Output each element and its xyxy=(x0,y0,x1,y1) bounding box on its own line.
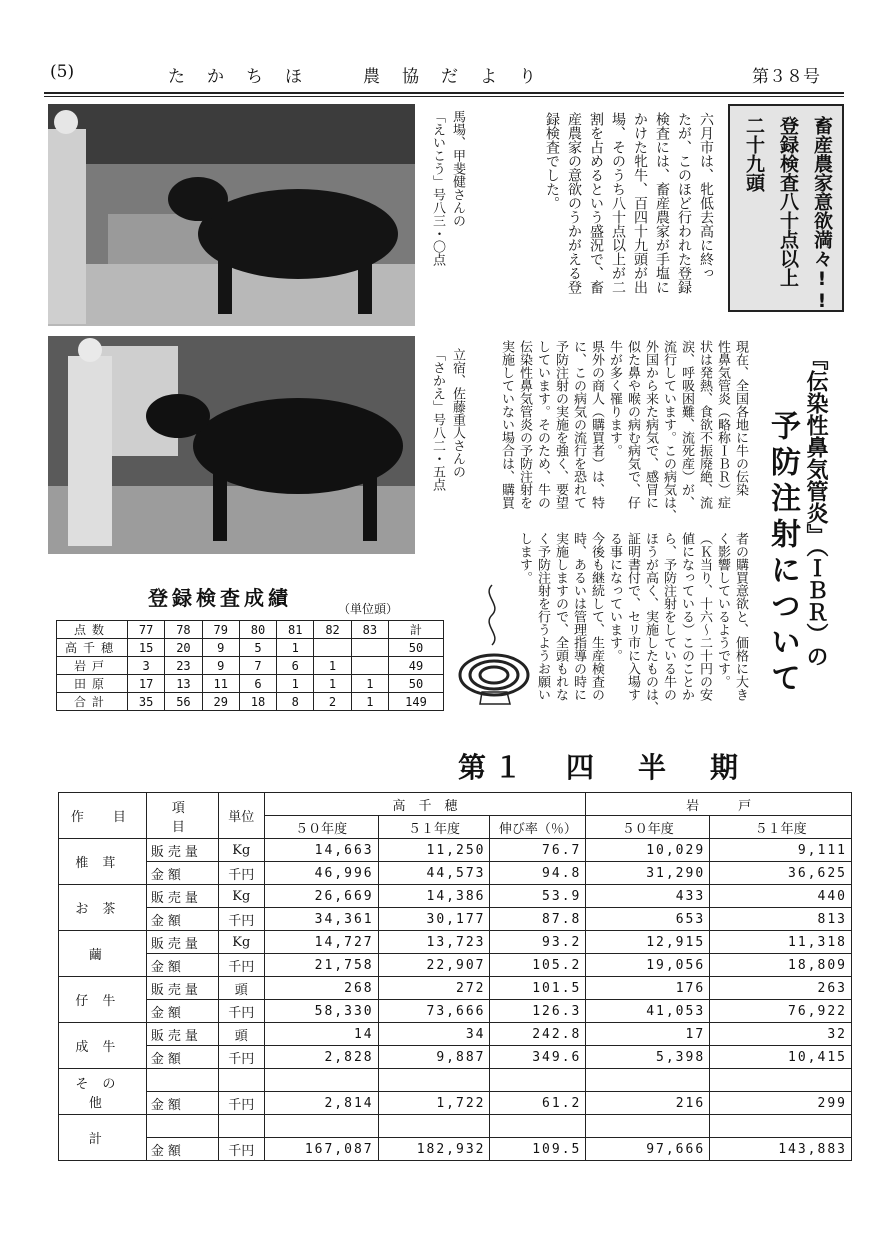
score-cell xyxy=(351,639,388,657)
article2-headline-line2: 予防注射について xyxy=(765,410,800,698)
article2-body-line: 伝染性鼻気管炎の予防注射を xyxy=(517,340,532,509)
article1-headline-line2: 登録検査八十点以上 xyxy=(777,116,799,287)
score-cell: 56 xyxy=(165,693,202,711)
score-cell: 50 xyxy=(389,675,444,693)
score-cell: 11 xyxy=(202,675,239,693)
item-label: 金額 xyxy=(146,1000,218,1023)
value-cell: 10,415 xyxy=(710,1046,852,1069)
value-cell: 14 xyxy=(264,1023,378,1046)
unit-label xyxy=(218,1069,264,1092)
value-cell: 216 xyxy=(586,1092,710,1115)
score-header-cell: 78 xyxy=(165,621,202,639)
unit-label: 頭 xyxy=(218,977,264,1000)
quarter-table-row xyxy=(59,1138,852,1161)
article2-body-line: ら、予防注射をしている牛の xyxy=(661,532,676,701)
article1-headline-line3: 二十九頭 xyxy=(743,116,765,192)
score-table-row xyxy=(57,639,444,657)
value-cell xyxy=(490,1069,586,1092)
value-cell: 2,828 xyxy=(264,1046,378,1069)
value-cell: 349.6 xyxy=(490,1046,586,1069)
quarter-table-row xyxy=(59,1000,852,1023)
score-cell: 49 xyxy=(389,657,444,675)
item-label: 販売量 xyxy=(146,1023,218,1046)
article1-body-line: 場、そのうち八十点以上が二 xyxy=(610,112,626,294)
value-cell: 101.5 xyxy=(490,977,586,1000)
quarter-table-row xyxy=(59,862,852,885)
value-cell: 12,915 xyxy=(586,931,710,954)
article1-body-line: 割を占めるという盛況で、畜 xyxy=(588,112,604,294)
item-label: 販売量 xyxy=(146,977,218,1000)
value-cell: 653 xyxy=(586,908,710,931)
score-cell: 149 xyxy=(389,693,444,711)
value-cell: 813 xyxy=(710,908,852,931)
score-cell: 1 xyxy=(351,693,388,711)
value-cell: 61.2 xyxy=(490,1092,586,1115)
value-cell: 22,907 xyxy=(378,954,490,977)
quarter-table-row xyxy=(59,931,852,954)
value-cell: 58,330 xyxy=(264,1000,378,1023)
article2-body-line: 値になっている）このことか xyxy=(679,532,694,701)
score-cell: 50 xyxy=(389,639,444,657)
score-row-label: 合計 xyxy=(57,693,128,711)
col-koumoku: 項 目 xyxy=(146,793,218,839)
unit-label: 千円 xyxy=(218,1046,264,1069)
article2-headline-line1: 『伝染性鼻気管炎』（ＩＢＲ）の xyxy=(803,348,828,667)
quarter-table xyxy=(58,792,852,1161)
cow-photo-1 xyxy=(48,104,415,326)
item-label: 販売量 xyxy=(146,931,218,954)
newsletter-title: たかちほ 農協だより xyxy=(168,67,558,87)
article1-body-line: 録検査でした。 xyxy=(544,112,560,210)
unit-label: 千円 xyxy=(218,1092,264,1115)
value-cell: 31,290 xyxy=(586,862,710,885)
value-cell: 14,386 xyxy=(378,885,490,908)
score-table-unit: （単位頭） xyxy=(338,602,399,616)
mosquito-coil-illustration xyxy=(452,580,532,710)
score-cell xyxy=(314,639,351,657)
score-cell xyxy=(351,657,388,675)
group-iwato: 岩 戸 xyxy=(586,793,852,816)
quarter-table-row xyxy=(59,908,852,931)
value-cell: 46,996 xyxy=(264,862,378,885)
value-cell: 32 xyxy=(710,1023,852,1046)
score-table-row xyxy=(57,693,444,711)
score-cell: 23 xyxy=(165,657,202,675)
score-cell: 8 xyxy=(277,693,314,711)
article1-body xyxy=(540,112,716,332)
value-cell: 2,814 xyxy=(264,1092,378,1115)
score-table-row xyxy=(57,675,444,693)
score-row-label: 田原 xyxy=(57,675,128,693)
score-header-cell: 82 xyxy=(314,621,351,639)
group-takachiho: 高 千 穂 xyxy=(264,793,586,816)
value-cell: 76,922 xyxy=(710,1000,852,1023)
unit-label: 千円 xyxy=(218,954,264,977)
score-cell: 29 xyxy=(202,693,239,711)
quarter-table-row xyxy=(59,885,852,908)
photo1-caption-line1: 馬場、甲斐健さんの xyxy=(450,110,465,227)
item-label: 金額 xyxy=(146,908,218,931)
value-cell: 10,029 xyxy=(586,839,710,862)
value-cell xyxy=(586,1115,710,1138)
score-cell: 6 xyxy=(277,657,314,675)
value-cell: 299 xyxy=(710,1092,852,1115)
item-label: 金額 xyxy=(146,954,218,977)
score-cell: 5 xyxy=(239,639,276,657)
photo1-caption-line2: 「えいこう」号八三・〇点 xyxy=(430,110,445,266)
score-header-cell: 79 xyxy=(202,621,239,639)
score-header-cell: 83 xyxy=(351,621,388,639)
article1-body-line: たが、このほど行われた登録 xyxy=(676,112,692,294)
col-sakumoku: 作 目 xyxy=(59,793,147,839)
item-label: 金額 xyxy=(146,1092,218,1115)
article2-body-line: ほうが高く、実施したものは、 xyxy=(643,532,658,714)
article2-body-line: 者の購買意欲と、価格に大き xyxy=(733,532,748,701)
crop-label: 椎茸 xyxy=(59,839,147,885)
unit-label xyxy=(218,1115,264,1138)
crop-label: お茶 xyxy=(59,885,147,931)
value-cell: 268 xyxy=(264,977,378,1000)
crop-label: 仔牛 xyxy=(59,977,147,1023)
article2-body-line: く予防注射を行うようお願い xyxy=(535,532,550,701)
photo2-caption-line1: 立宿、佐藤重人さんの xyxy=(450,348,465,478)
value-cell xyxy=(378,1069,490,1092)
article2-body-line: 外国から来た病気で、感冒に xyxy=(643,340,658,509)
value-cell: 73,666 xyxy=(378,1000,490,1023)
value-cell xyxy=(710,1115,852,1138)
score-table-title: 登録検査成績 xyxy=(148,586,292,610)
mosquito-coil-icon xyxy=(452,580,532,710)
value-cell: 9,111 xyxy=(710,839,852,862)
score-cell: 18 xyxy=(239,693,276,711)
cow-photo-2 xyxy=(48,336,415,554)
score-header-cell: 80 xyxy=(239,621,276,639)
value-cell: 9,887 xyxy=(378,1046,490,1069)
score-header-cell: 計 xyxy=(389,621,444,639)
item-label: 販売量 xyxy=(146,839,218,862)
value-cell: 11,250 xyxy=(378,839,490,862)
value-cell: 18,809 xyxy=(710,954,852,977)
value-cell: 36,625 xyxy=(710,862,852,885)
item-label xyxy=(146,1069,218,1092)
value-cell: 242.8 xyxy=(490,1023,586,1046)
score-table-row xyxy=(57,657,444,675)
value-cell xyxy=(710,1069,852,1092)
article2-body-line: く影響しているようです。 xyxy=(715,532,730,688)
score-row-label: 岩戸 xyxy=(57,657,128,675)
unit-label: 千円 xyxy=(218,1138,264,1161)
quarter-table-row xyxy=(59,1046,852,1069)
quarter-header-row-1 xyxy=(59,793,852,816)
value-cell: 109.5 xyxy=(490,1138,586,1161)
quarter-table-row xyxy=(59,839,852,862)
value-cell: 34,361 xyxy=(264,908,378,931)
quarter-title: 第１ 四 半 期 xyxy=(458,751,747,784)
unit-label: 千円 xyxy=(218,862,264,885)
score-header-cell: 77 xyxy=(128,621,165,639)
score-row-label: 高千穂 xyxy=(57,639,128,657)
crop-label: 成牛 xyxy=(59,1023,147,1069)
value-cell: 44,573 xyxy=(378,862,490,885)
unit-label: Kg xyxy=(218,931,264,954)
issue-number: 第３８号 xyxy=(752,67,820,87)
score-table-header xyxy=(57,621,444,639)
article2-body-line: （Ｋ当り、十六〜二十円の安 xyxy=(697,532,712,701)
article1-body-line: 六月市は、牝低去高に終っ xyxy=(698,112,714,280)
article2-body-continued xyxy=(510,532,750,722)
value-cell: 105.2 xyxy=(490,954,586,977)
score-cell: 3 xyxy=(128,657,165,675)
article2-body-line: 証明書付で、セリ市に入場す xyxy=(625,532,640,701)
value-cell: 263 xyxy=(710,977,852,1000)
article2-body-line: 予防注射の実施を強く、要望 xyxy=(553,340,568,509)
score-cell: 1 xyxy=(314,657,351,675)
crop-label: 計 xyxy=(59,1115,147,1161)
col-rate: 伸び率（％） xyxy=(490,816,586,839)
article2-body-line: 県外の商人（購買者）は、特 xyxy=(589,340,604,509)
quarter-table-row xyxy=(59,1069,852,1092)
unit-label: 千円 xyxy=(218,1000,264,1023)
article2-body-line: 時、あるいは管理指導の時に xyxy=(571,532,586,701)
score-cell: 9 xyxy=(202,657,239,675)
value-cell: 126.3 xyxy=(490,1000,586,1023)
unit-label: 頭 xyxy=(218,1023,264,1046)
col-t50: ５０年度 xyxy=(264,816,378,839)
score-table xyxy=(56,620,444,711)
value-cell: 143,883 xyxy=(710,1138,852,1161)
header-rule xyxy=(44,92,844,94)
article2-body-line: しています。そのため、牛の xyxy=(535,340,550,509)
value-cell: 76.7 xyxy=(490,839,586,862)
value-cell: 14,727 xyxy=(264,931,378,954)
value-cell xyxy=(378,1115,490,1138)
article2-body-line: 実施しますので、全頭もれな xyxy=(553,532,568,701)
value-cell: 433 xyxy=(586,885,710,908)
unit-label: 千円 xyxy=(218,908,264,931)
score-cell: 7 xyxy=(239,657,276,675)
value-cell: 30,177 xyxy=(378,908,490,931)
page-number: (5) xyxy=(50,62,75,82)
article2-body-line: る事になっています。 xyxy=(607,532,622,662)
article2-body xyxy=(490,340,750,530)
value-cell: 272 xyxy=(378,977,490,1000)
value-cell: 26,669 xyxy=(264,885,378,908)
quarter-table-row xyxy=(59,1115,852,1138)
value-cell: 93.2 xyxy=(490,931,586,954)
value-cell: 5,398 xyxy=(586,1046,710,1069)
score-cell: 6 xyxy=(239,675,276,693)
quarter-table-row xyxy=(59,1023,852,1046)
article1-headline-line1: 畜産農家意欲満々!! xyxy=(811,116,833,312)
value-cell xyxy=(264,1069,378,1092)
value-cell: 167,087 xyxy=(264,1138,378,1161)
score-cell: 13 xyxy=(165,675,202,693)
value-cell: 1,722 xyxy=(378,1092,490,1115)
value-cell: 34 xyxy=(378,1023,490,1046)
article2-body-line: します。 xyxy=(517,532,532,584)
article2-body-line: 似た鼻や喉の病む病気で、仔 xyxy=(625,340,640,509)
unit-label: Kg xyxy=(218,885,264,908)
unit-label: Kg xyxy=(218,839,264,862)
article2-body-line: に、この病気の流行を恐れて xyxy=(571,340,586,509)
value-cell: 182,932 xyxy=(378,1138,490,1161)
quarter-table-row xyxy=(59,954,852,977)
score-cell: 9 xyxy=(202,639,239,657)
value-cell: 97,666 xyxy=(586,1138,710,1161)
article1-body-line: 産農家の意欲のうかがえる登 xyxy=(566,112,582,294)
score-cell: 17 xyxy=(128,675,165,693)
item-label: 金額 xyxy=(146,1046,218,1069)
col-unit: 単位 xyxy=(218,793,264,839)
item-label: 販売量 xyxy=(146,885,218,908)
col-i50: ５０年度 xyxy=(586,816,710,839)
quarter-table-row xyxy=(59,977,852,1000)
article1-headline-box xyxy=(728,104,844,312)
quarter-table-row xyxy=(59,1092,852,1115)
score-cell: 1 xyxy=(351,675,388,693)
photo2-caption-line2: 「さかえ」号八二・五点 xyxy=(430,348,445,491)
article2-body-line: 実施していない場合は、購買 xyxy=(499,340,514,509)
value-cell: 17 xyxy=(586,1023,710,1046)
value-cell: 11,318 xyxy=(710,931,852,954)
score-cell: 15 xyxy=(128,639,165,657)
score-cell: 1 xyxy=(314,675,351,693)
article2-body-line: 牛が多く罹ります。 xyxy=(607,340,622,457)
crop-label: 繭 xyxy=(59,931,147,977)
value-cell: 440 xyxy=(710,885,852,908)
item-label: 金額 xyxy=(146,862,218,885)
article2-body-line: 涙、呼吸困難、流死産）が、 xyxy=(679,340,694,509)
value-cell: 94.8 xyxy=(490,862,586,885)
value-cell: 21,758 xyxy=(264,954,378,977)
article2-body-line: 流行しています。この病気は、 xyxy=(661,340,676,522)
score-header-cell: 点数 xyxy=(57,621,128,639)
cow-photo-1-image xyxy=(48,104,415,326)
value-cell: 53.9 xyxy=(490,885,586,908)
item-label: 金額 xyxy=(146,1138,218,1161)
col-i51: ５１年度 xyxy=(710,816,852,839)
score-cell: 35 xyxy=(128,693,165,711)
score-cell: 1 xyxy=(277,675,314,693)
crop-label: その他 xyxy=(59,1069,147,1115)
value-cell xyxy=(586,1069,710,1092)
value-cell xyxy=(490,1115,586,1138)
col-t51: ５１年度 xyxy=(378,816,490,839)
score-cell: 2 xyxy=(314,693,351,711)
value-cell: 176 xyxy=(586,977,710,1000)
article2-body-line: 状は発熱、食欲不振廃絶、流 xyxy=(697,340,712,509)
article1-body-line: 検査には、畜産農家が手塩に xyxy=(654,112,670,294)
value-cell: 14,663 xyxy=(264,839,378,862)
article2-body-line: 今後も継続して、生産検査の xyxy=(589,532,604,701)
header-rule-thin xyxy=(44,96,844,97)
score-header-cell: 81 xyxy=(277,621,314,639)
value-cell: 13,723 xyxy=(378,931,490,954)
score-cell: 20 xyxy=(165,639,202,657)
article2-body-line: 性鼻気管炎（略称ＩＢＲ）症 xyxy=(715,340,730,509)
item-label xyxy=(146,1115,218,1138)
value-cell: 87.8 xyxy=(490,908,586,931)
value-cell: 19,056 xyxy=(586,954,710,977)
score-cell: 1 xyxy=(277,639,314,657)
article2-body-line: 現在、全国各地に牛の伝染 xyxy=(733,340,748,496)
value-cell: 41,053 xyxy=(586,1000,710,1023)
article1-body-line: かけた牝牛、百四十九頭が出 xyxy=(632,112,648,294)
value-cell xyxy=(264,1115,378,1138)
cow-photo-2-image xyxy=(48,336,415,554)
